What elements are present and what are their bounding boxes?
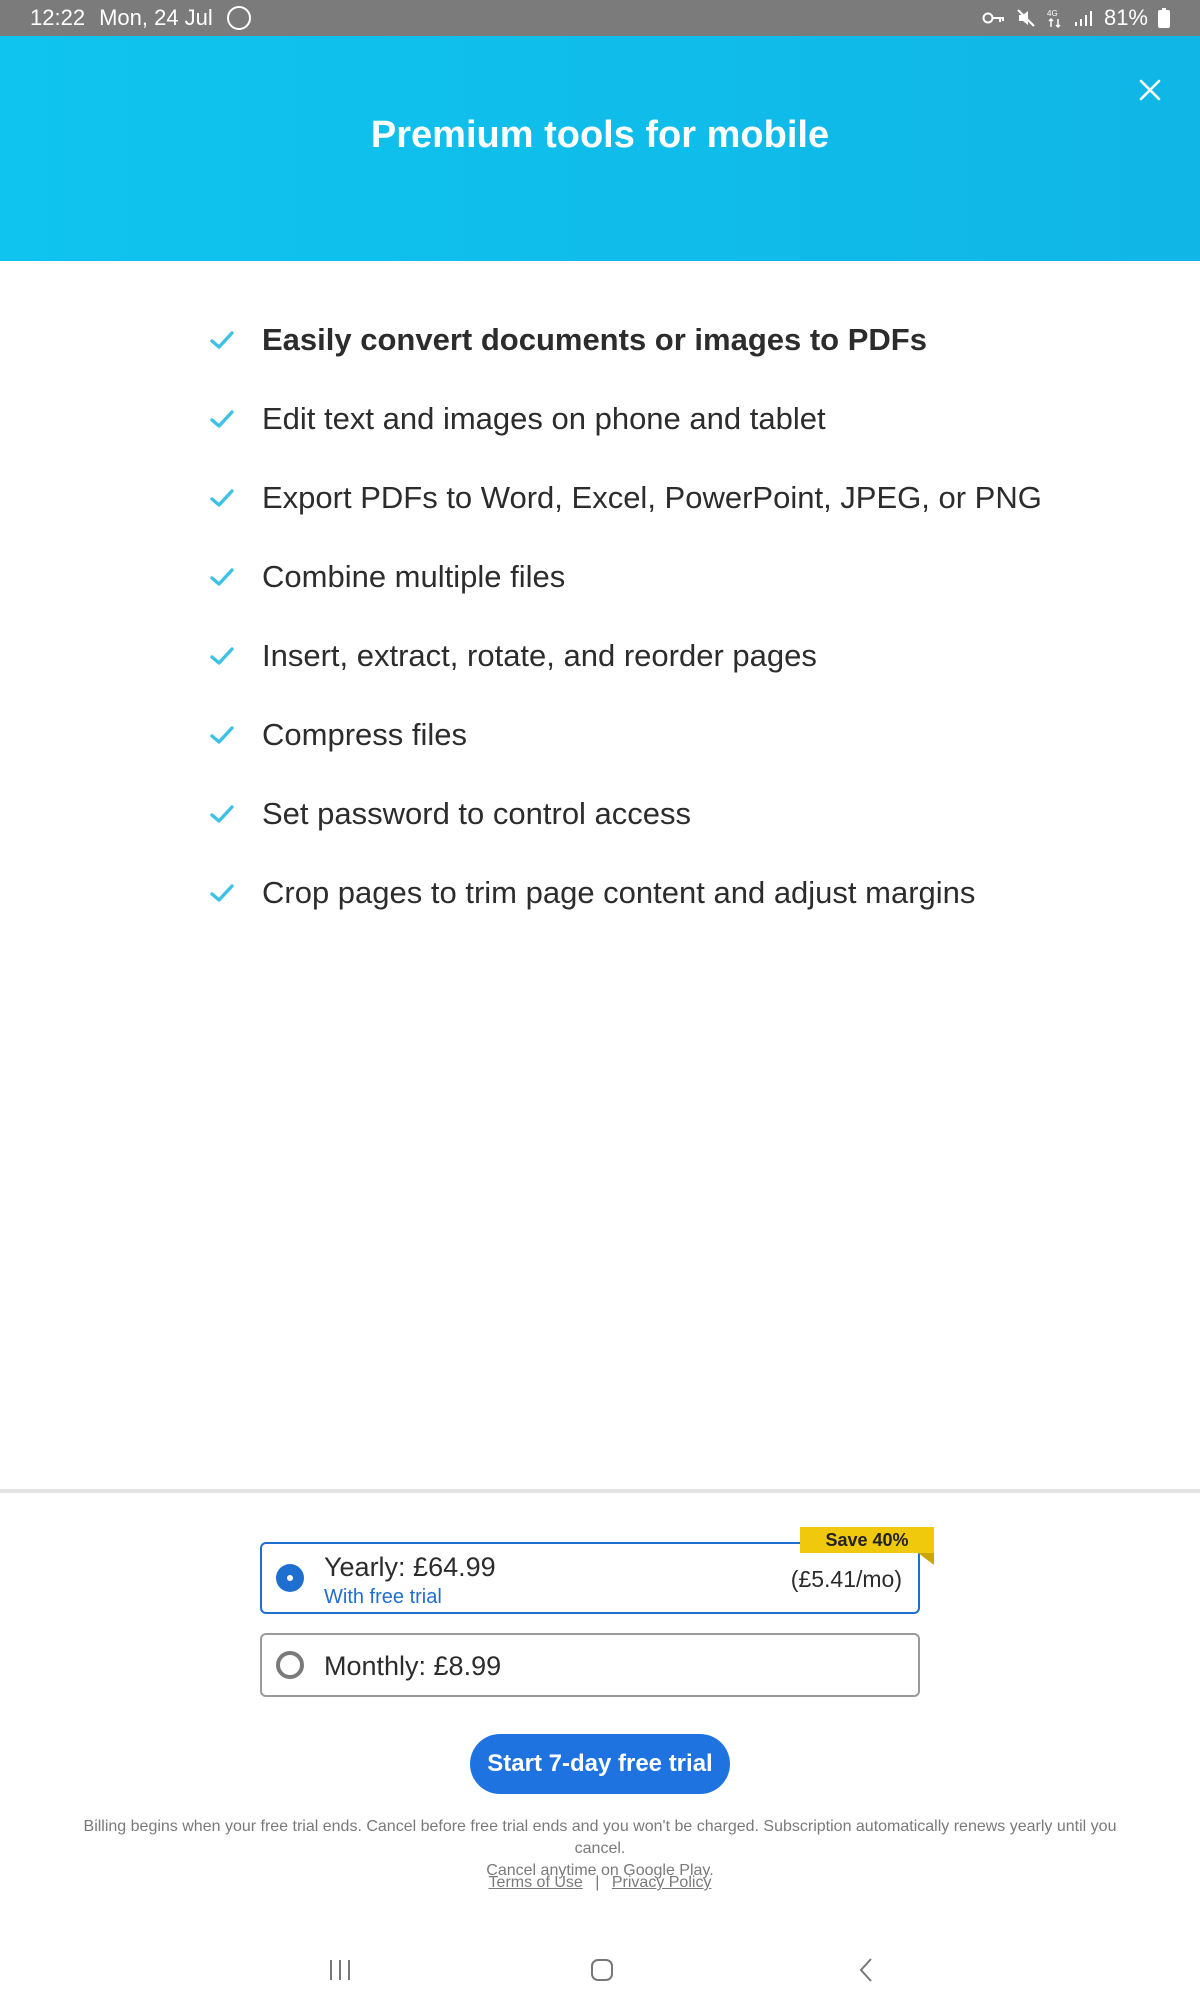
back-button[interactable] — [846, 1952, 886, 1988]
save-badge-fold — [918, 1553, 934, 1565]
plan-yearly-sublabel: With free trial — [324, 1586, 442, 1608]
feature-text: Set password to control access — [262, 795, 692, 831]
battery-percent: 81% — [1103, 5, 1148, 30]
feature-item — [208, 853, 1108, 932]
feature-text: Compress files — [262, 716, 467, 752]
battery-icon — [1158, 8, 1170, 28]
legal-links — [0, 1874, 1200, 1892]
close-button[interactable] — [1126, 66, 1174, 114]
status-time: 12:22 — [30, 5, 86, 30]
back-icon — [856, 1957, 876, 1983]
status-right — [982, 5, 1170, 31]
radio-unselected-icon[interactable] — [276, 1651, 304, 1679]
whatsapp-icon — [227, 6, 251, 30]
signal-icon — [1074, 9, 1094, 27]
status-date: Mon, 24 Jul — [99, 5, 213, 30]
check-icon — [208, 879, 236, 907]
close-icon — [1138, 78, 1162, 102]
vpn-key-icon — [982, 10, 1006, 26]
feature-text: Insert, extract, rotate, and reorder pages — [262, 637, 817, 673]
feature-item — [208, 537, 1108, 616]
feature-text: Crop pages to trim page content and adjust margins — [262, 874, 976, 910]
start-trial-button[interactable]: Start 7-day free trial — [470, 1734, 730, 1794]
page-title: Premium tools for mobile — [370, 114, 830, 156]
feature-item — [208, 458, 1108, 537]
svg-text:4G: 4G — [1046, 9, 1058, 18]
feature-item — [208, 616, 1108, 695]
mute-icon — [1016, 8, 1036, 28]
recent-apps-button[interactable] — [320, 1952, 360, 1988]
feature-item — [208, 379, 1108, 458]
check-icon — [208, 563, 236, 591]
home-button[interactable] — [582, 1952, 622, 1988]
disclaimer-line-1: Billing begins when your free trial ends. Cancel before free trial ends and you won't be charged. Subscription automatically renews yearly until you cancel. — [83, 1818, 1117, 1857]
divider — [0, 1489, 1200, 1493]
radio-selected-icon[interactable] — [276, 1564, 304, 1592]
disclaimer-line-2: Cancel anytime on Google Play. — [486, 1862, 714, 1879]
feature-text: Combine multiple files — [262, 558, 566, 594]
check-icon — [208, 642, 236, 670]
feature-item — [208, 695, 1108, 774]
4g-icon — [1046, 7, 1064, 29]
feature-item — [208, 774, 1108, 853]
feature-text: Edit text and images on phone and tablet — [262, 400, 826, 436]
billing-disclaimer — [60, 1816, 1140, 1882]
save-badge: Save 40% — [800, 1527, 934, 1553]
feature-text: Export PDFs to Word, Excel, PowerPoint, JPEG, or PNG — [262, 479, 1042, 515]
home-icon — [589, 1957, 615, 1983]
recent-apps-icon — [327, 1958, 353, 1982]
header-banner — [0, 36, 1200, 261]
feature-item — [208, 300, 1108, 379]
check-icon — [208, 484, 236, 512]
check-icon — [208, 405, 236, 433]
status-left — [30, 5, 251, 31]
feature-list — [208, 300, 1108, 932]
terms-of-use-link[interactable]: Terms of Use — [488, 1874, 583, 1891]
status-bar — [0, 0, 1200, 36]
check-icon — [208, 326, 236, 354]
privacy-policy-link[interactable]: Privacy Policy — [611, 1874, 712, 1891]
plan-yearly-per-month: (£5.41/mo) — [790, 1566, 902, 1592]
check-icon — [208, 800, 236, 828]
plan-monthly-label: Monthly: £8.99 — [324, 1651, 502, 1681]
feature-text: Easily convert documents or images to PDFs — [262, 321, 927, 357]
system-nav-bar — [0, 1940, 1200, 2000]
plan-option-monthly[interactable] — [260, 1633, 920, 1697]
link-separator: | — [595, 1874, 600, 1891]
check-icon — [208, 721, 236, 749]
plan-yearly-label: Yearly: £64.99 — [324, 1552, 496, 1582]
